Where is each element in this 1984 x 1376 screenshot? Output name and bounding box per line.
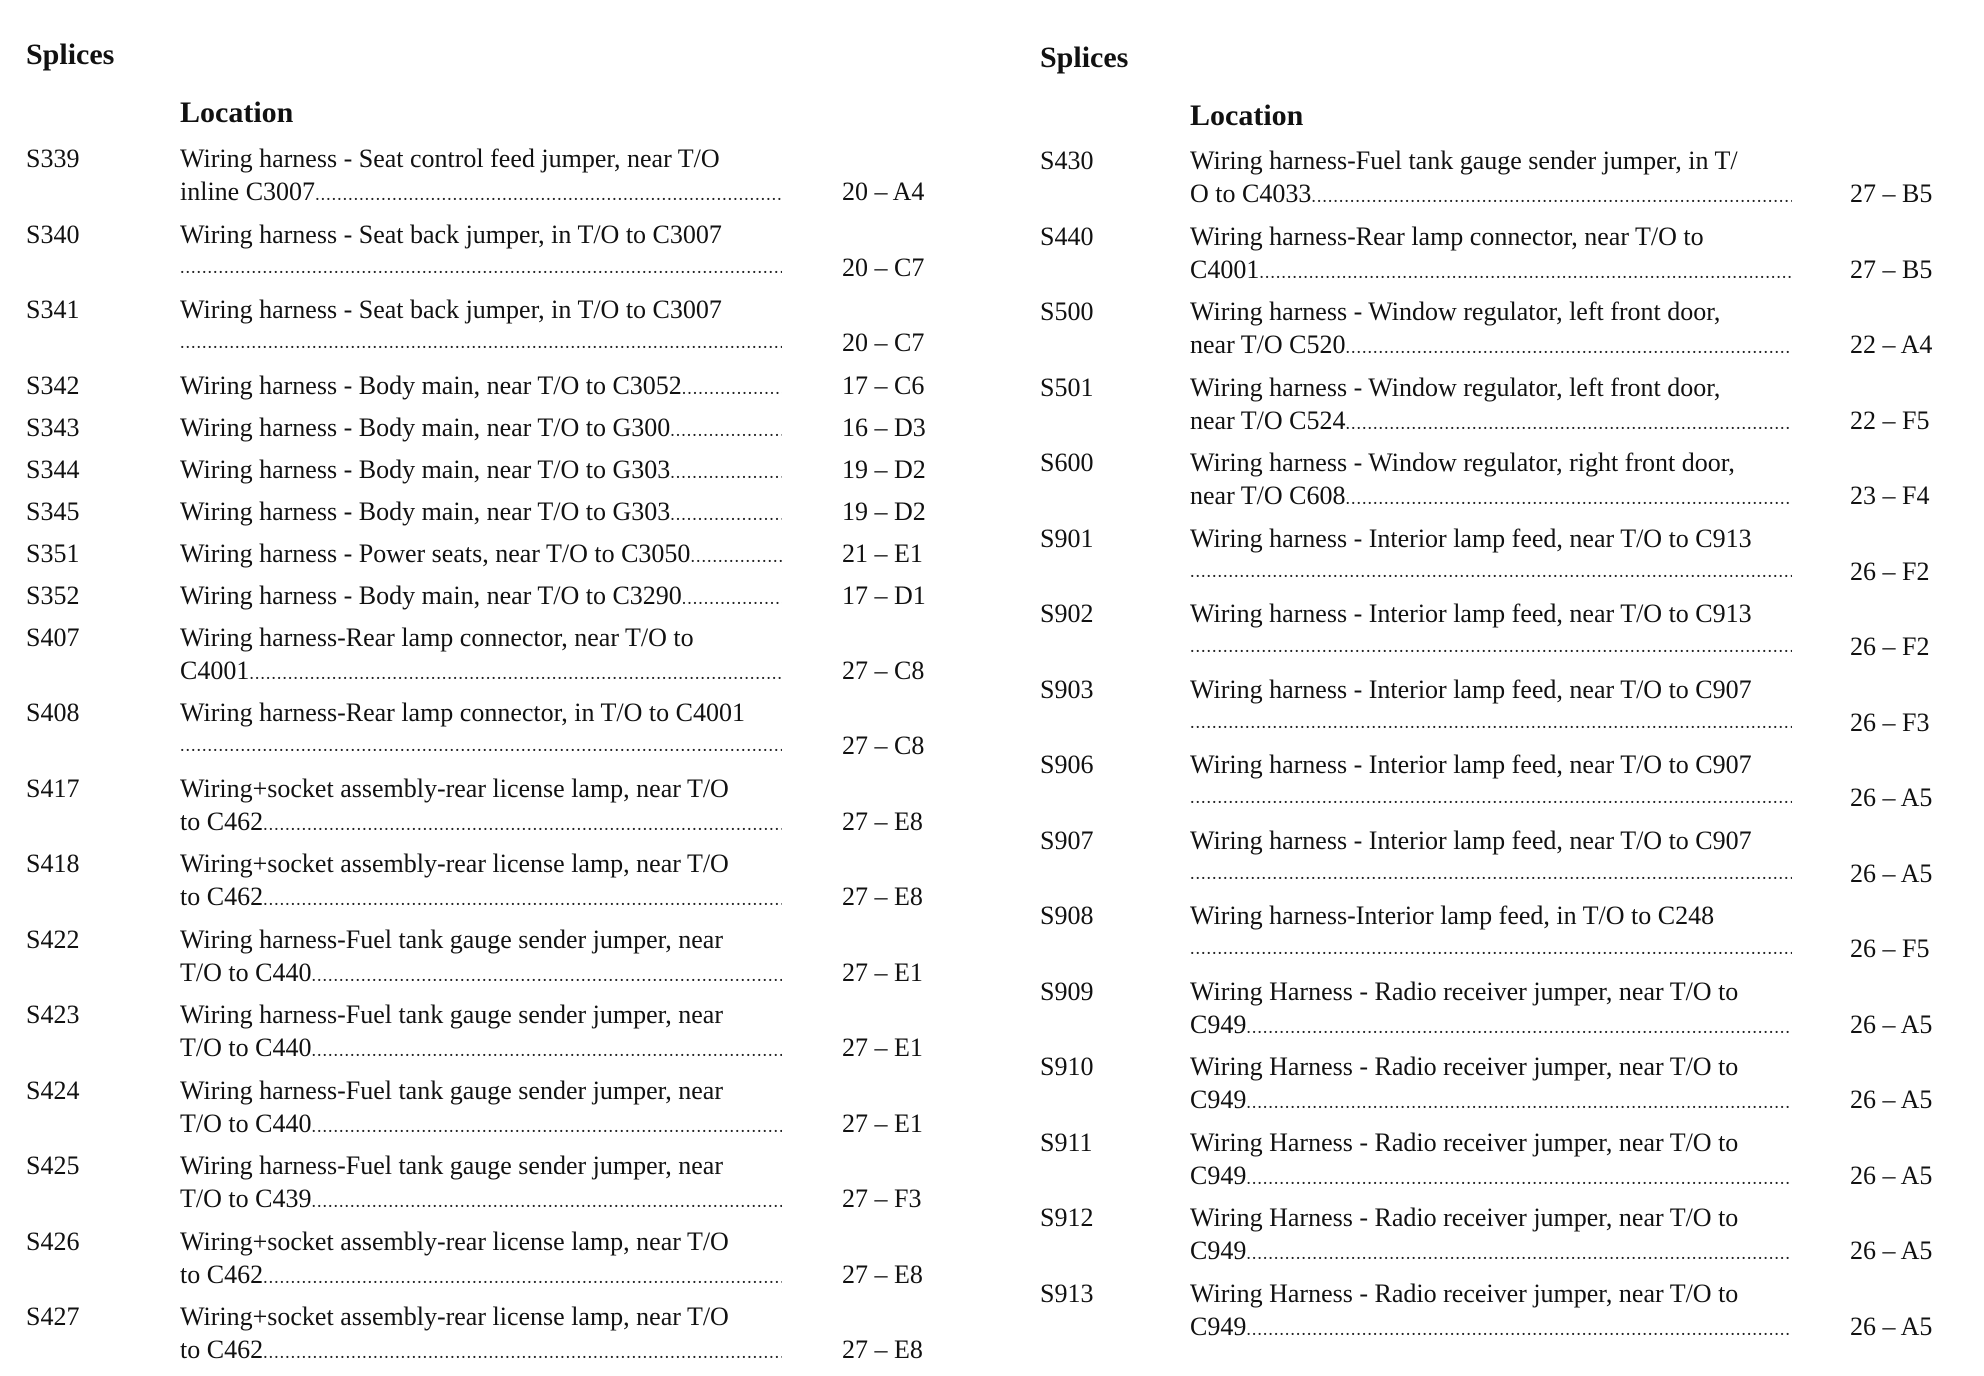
- splice-location: [1190, 220, 1792, 289]
- dot-leader: [1246, 1313, 1792, 1346]
- dot-leader: [1190, 781, 1792, 814]
- dot-leader: [1190, 555, 1792, 588]
- splice-code: S913: [1040, 1278, 1094, 1308]
- dot-leader: [311, 1110, 782, 1143]
- splice-row: [1030, 899, 1984, 973]
- location-line-2: [1190, 479, 1792, 515]
- splice-location: [1190, 144, 1792, 213]
- splice-code: S424: [26, 1075, 80, 1105]
- location-line-1: Wiring harness - Window regulator, left front door,: [1190, 297, 1721, 326]
- location-line-2: [180, 1107, 782, 1143]
- location-line-2-text: Wiring harness - Body main, near T/O to C3052: [180, 370, 682, 400]
- location-line-1: Wiring+socket assembly-rear license lamp, near T/O: [180, 849, 729, 878]
- location-line-2-text: Wiring harness - Body main, near T/O to C3290: [180, 580, 682, 610]
- splice-code: S351: [26, 538, 80, 568]
- location-line-2: [180, 1333, 782, 1369]
- dot-leader: [670, 498, 782, 531]
- splice-row: [0, 293, 990, 367]
- diagram-reference: 27 – E1: [842, 1108, 923, 1138]
- location-line-2: [1190, 253, 1792, 289]
- dot-leader: [1190, 932, 1792, 965]
- splice-location: [180, 411, 782, 447]
- diagram-reference: 27 – B5: [1850, 254, 1933, 284]
- location-line-2-text: C949: [1190, 1009, 1247, 1039]
- splice-location: [1190, 899, 1792, 965]
- splice-location: [1190, 1201, 1792, 1270]
- splice-location: [1190, 824, 1792, 890]
- location-line-2-text: Wiring harness - Power seats, near T/O to C3050: [180, 538, 691, 568]
- splice-row: [1030, 1050, 1984, 1124]
- location-line-2-text: O to C4033: [1190, 179, 1312, 208]
- location-line-2: [180, 537, 782, 573]
- dot-leader: [682, 582, 782, 615]
- splice-code: S352: [26, 580, 80, 610]
- left-column: [0, 0, 990, 1376]
- location-line-2-text: C949: [1190, 1311, 1247, 1341]
- location-line-2: [1190, 404, 1792, 440]
- splice-row: [0, 696, 990, 770]
- location-line-2-text: to C462: [180, 1335, 264, 1364]
- dot-leader: [311, 1034, 782, 1067]
- location-line-2-text: T/O to C439: [180, 1184, 312, 1213]
- splice-row: [1030, 144, 1984, 218]
- location-line-1: Wiring harness-Fuel tank gauge sender jumper, near: [180, 1075, 724, 1105]
- location-line-1: Wiring Harness - Radio receiver jumper, near T/O to: [1190, 976, 1739, 1006]
- location-line-2: [180, 880, 782, 916]
- splice-code: S345: [26, 496, 80, 526]
- location-line-2: [180, 369, 782, 405]
- splice-code: S903: [1040, 674, 1094, 704]
- location-line-1: Wiring harness - Interior lamp feed, near T/O to C913: [1190, 523, 1752, 553]
- splice-location: [180, 579, 782, 615]
- location-line-2: [1190, 1008, 1792, 1044]
- diagram-reference: 27 – E8: [842, 882, 923, 911]
- diagram-reference: 17 – D1: [842, 580, 926, 610]
- splice-location: [1190, 1126, 1792, 1195]
- dot-leader: [670, 456, 782, 489]
- splice-code: S417: [26, 773, 80, 803]
- splice-code: S908: [1040, 901, 1094, 930]
- splice-row: [0, 1149, 990, 1223]
- splice-location: [180, 847, 782, 916]
- diagram-reference: 19 – D2: [842, 496, 926, 526]
- location-line-2: [1190, 706, 1792, 739]
- dot-leader: [1190, 706, 1792, 739]
- splice-code: S340: [26, 219, 80, 249]
- dot-leader: [180, 326, 782, 359]
- location-subheading: Location: [1190, 99, 1304, 132]
- splice-location: [180, 1225, 782, 1294]
- location-line-2-text: Wiring harness - Body main, near T/O to G303: [180, 454, 671, 484]
- location-line-2: [180, 956, 782, 992]
- splice-row: [0, 1300, 990, 1374]
- splice-code: S341: [26, 295, 80, 324]
- diagram-reference: 27 – E8: [842, 1259, 923, 1289]
- location-line-2: [1190, 781, 1792, 814]
- splice-code: S501: [1040, 372, 1094, 402]
- splice-location: [1190, 1050, 1792, 1119]
- location-line-1: Wiring Harness - Radio receiver jumper, near T/O to: [1190, 1052, 1739, 1081]
- splice-code: S339: [26, 144, 80, 173]
- location-line-1: Wiring harness - Window regulator, right front door,: [1190, 448, 1735, 477]
- dot-leader: [682, 372, 782, 405]
- splice-row: [0, 847, 990, 921]
- diagram-reference: 27 – E8: [842, 806, 923, 836]
- dot-leader: [1346, 407, 1793, 440]
- diagram-reference: 22 – F5: [1850, 405, 1930, 435]
- splice-row: [0, 998, 990, 1072]
- dot-leader: [690, 540, 782, 573]
- splice-row: [0, 411, 990, 453]
- splice-code: S425: [26, 1151, 80, 1180]
- location-line-1: Wiring+socket assembly-rear license lamp, near T/O: [180, 1226, 729, 1256]
- dot-leader: [1311, 180, 1792, 213]
- location-line-2: [1190, 630, 1792, 663]
- dot-leader: [1246, 1237, 1792, 1270]
- location-line-2: [1190, 328, 1792, 364]
- dot-leader: [263, 808, 782, 841]
- splice-row: [1030, 1277, 1984, 1351]
- splice-code: S430: [1040, 146, 1094, 175]
- location-line-1: Wiring harness-Fuel tank gauge sender jumper, near: [180, 1000, 724, 1029]
- location-subheading: Location: [180, 96, 294, 129]
- splice-row: [1030, 673, 1984, 747]
- splice-row: [1030, 1126, 1984, 1200]
- splice-row: [1030, 371, 1984, 445]
- section-heading: Splices: [26, 38, 115, 71]
- splice-location: [180, 1074, 782, 1143]
- diagram-reference: 27 – E1: [842, 1033, 923, 1062]
- splice-code: S902: [1040, 599, 1094, 628]
- splice-row: [1030, 446, 1984, 520]
- splice-row: [0, 218, 990, 292]
- location-line-2-text: C4001: [180, 655, 250, 685]
- splice-location: [180, 1149, 782, 1218]
- splice-location: [1190, 673, 1792, 739]
- location-line-1: Wiring+socket assembly-rear license lamp, near T/O: [180, 773, 729, 803]
- location-line-2: [1190, 177, 1792, 213]
- splice-code: S906: [1040, 750, 1094, 779]
- location-line-2: [1190, 1159, 1792, 1195]
- splice-row: [1030, 1201, 1984, 1275]
- dot-leader: [1190, 630, 1792, 663]
- location-line-2: [180, 175, 782, 211]
- location-line-2: [180, 1258, 782, 1294]
- location-line-2: [180, 453, 782, 489]
- diagram-reference: 26 – F3: [1850, 707, 1930, 737]
- dot-leader: [311, 959, 782, 992]
- splice-code: S408: [26, 698, 80, 727]
- dot-leader: [315, 178, 782, 211]
- location-line-2-text: C4001: [1190, 254, 1260, 284]
- splice-row: [0, 537, 990, 579]
- splice-location: [180, 495, 782, 531]
- splice-code: S342: [26, 370, 80, 400]
- splice-row: [0, 579, 990, 621]
- dot-leader: [249, 657, 782, 690]
- splice-location: [180, 621, 782, 690]
- splice-code: S418: [26, 849, 80, 878]
- diagram-reference: 26 – A5: [1850, 858, 1933, 888]
- diagram-reference: 27 – F3: [842, 1184, 922, 1213]
- splice-row: [1030, 748, 1984, 822]
- dot-leader: [180, 729, 782, 762]
- location-line-1: Wiring harness-Fuel tank gauge sender jumper, near: [180, 1151, 724, 1180]
- splice-code: S910: [1040, 1052, 1094, 1081]
- location-line-2-text: to C462: [180, 1259, 264, 1289]
- splice-code: S600: [1040, 448, 1094, 477]
- splice-row: [0, 1074, 990, 1148]
- dot-leader: [263, 883, 782, 916]
- diagram-reference: 26 – F2: [1850, 556, 1930, 586]
- splice-row: [0, 923, 990, 997]
- splice-location: [180, 537, 782, 573]
- location-line-1: Wiring harness - Interior lamp feed, near T/O to C907: [1190, 674, 1752, 704]
- diagram-reference: 27 – B5: [1850, 179, 1933, 208]
- splice-code: S907: [1040, 825, 1094, 855]
- right-column: [1030, 0, 1984, 1376]
- location-line-2: [180, 654, 782, 690]
- diagram-reference: 26 – A5: [1850, 1236, 1933, 1265]
- diagram-reference: 26 – F5: [1850, 934, 1930, 963]
- diagram-reference: 20 – A4: [842, 177, 925, 206]
- splice-code: S440: [1040, 221, 1094, 251]
- location-line-2: [1190, 1310, 1792, 1346]
- splice-row: [0, 772, 990, 846]
- location-line-1: Wiring harness-Rear lamp connector, in T/O to C4001: [180, 698, 745, 727]
- location-line-1: Wiring harness - Seat control feed jumper, near T/O: [180, 144, 720, 173]
- diagram-reference: 26 – A5: [1850, 1085, 1933, 1114]
- splice-code: S427: [26, 1302, 80, 1331]
- splice-row: [1030, 824, 1984, 898]
- location-line-1: Wiring Harness - Radio receiver jumper, near T/O to: [1190, 1203, 1739, 1232]
- dot-leader: [180, 251, 782, 284]
- dot-leader: [263, 1336, 782, 1369]
- location-line-2: [180, 251, 782, 284]
- location-line-2-text: T/O to C440: [180, 1108, 312, 1138]
- splice-location: [1190, 975, 1792, 1044]
- splice-row: [0, 369, 990, 411]
- dot-leader: [1346, 331, 1793, 364]
- diagram-reference: 19 – D2: [842, 454, 926, 484]
- location-line-2-text: C949: [1190, 1085, 1247, 1114]
- diagram-reference: 17 – C6: [842, 370, 925, 400]
- splice-row: [1030, 295, 1984, 369]
- dot-leader: [1246, 1162, 1792, 1195]
- location-line-1: Wiring harness-Rear lamp connector, near T/O to: [1190, 221, 1704, 251]
- location-line-1: Wiring harness-Fuel tank gauge sender jumper, near: [180, 924, 724, 954]
- location-line-2: [1190, 555, 1792, 588]
- dot-leader: [1246, 1086, 1792, 1119]
- location-line-2-text: near T/O C520: [1190, 330, 1346, 359]
- diagram-reference: 26 – A5: [1850, 1160, 1933, 1190]
- diagram-reference: 21 – E1: [842, 538, 923, 568]
- diagram-reference: 26 – A5: [1850, 1311, 1933, 1341]
- location-line-2: [180, 1182, 782, 1218]
- location-line-2: [1190, 932, 1792, 965]
- splice-location: [180, 142, 782, 211]
- location-line-1: Wiring Harness - Radio receiver jumper, near T/O to: [1190, 1127, 1739, 1157]
- diagram-reference: 16 – D3: [842, 412, 926, 442]
- splice-row: [0, 621, 990, 695]
- splice-code: S344: [26, 454, 80, 484]
- dot-leader: [670, 414, 782, 447]
- splice-location: [180, 369, 782, 405]
- dot-leader: [1346, 482, 1793, 515]
- location-line-1: Wiring harness-Fuel tank gauge sender jumper, in T/: [1190, 146, 1738, 175]
- splice-location: [180, 1300, 782, 1369]
- location-line-1: Wiring harness - Seat back jumper, in T/O to C3007: [180, 295, 722, 324]
- diagram-reference: 27 – E8: [842, 1335, 923, 1364]
- splice-location: [180, 998, 782, 1067]
- splice-location: [1190, 446, 1792, 515]
- diagram-reference: 22 – A4: [1850, 330, 1933, 359]
- diagram-reference: 26 – A5: [1850, 1009, 1933, 1039]
- location-line-2: [180, 805, 782, 841]
- splice-row: [0, 1225, 990, 1299]
- location-line-2-text: to C462: [180, 882, 264, 911]
- location-line-2: [180, 411, 782, 447]
- location-line-1: Wiring harness - Interior lamp feed, near T/O to C907: [1190, 750, 1752, 779]
- location-line-1: Wiring harness - Interior lamp feed, near T/O to C913: [1190, 599, 1752, 628]
- splice-code: S911: [1040, 1127, 1093, 1157]
- location-line-2: [1190, 1234, 1792, 1270]
- location-line-2-text: to C462: [180, 806, 264, 836]
- location-line-2-text: near T/O C524: [1190, 405, 1346, 435]
- splice-row: [1030, 220, 1984, 294]
- splice-code: S423: [26, 1000, 80, 1029]
- splice-row: [1030, 597, 1984, 671]
- splice-location: [180, 218, 782, 284]
- dot-leader: [311, 1185, 782, 1218]
- splice-location: [180, 923, 782, 992]
- location-line-2-text: T/O to C440: [180, 1033, 312, 1062]
- location-line-2: [180, 579, 782, 615]
- splice-row: [1030, 522, 1984, 596]
- location-line-2: [180, 1031, 782, 1067]
- splice-code: S343: [26, 412, 80, 442]
- dot-leader: [1246, 1011, 1792, 1044]
- splice-code: S426: [26, 1226, 80, 1256]
- location-line-2-text: inline C3007: [180, 177, 316, 206]
- location-line-1: Wiring harness-Rear lamp connector, near T/O to: [180, 622, 694, 652]
- location-line-2: [1190, 1083, 1792, 1119]
- location-line-2-text: T/O to C440: [180, 957, 312, 987]
- splice-code: S909: [1040, 976, 1094, 1006]
- splice-location: [1190, 371, 1792, 440]
- location-line-2-text: C949: [1190, 1236, 1247, 1265]
- splice-row: [0, 453, 990, 495]
- location-line-2: [180, 729, 782, 762]
- location-line-1: Wiring+socket assembly-rear license lamp, near T/O: [180, 1302, 729, 1331]
- diagram-reference: 20 – C7: [842, 252, 925, 282]
- splice-location: [1190, 597, 1792, 663]
- diagram-reference: 27 – E1: [842, 957, 923, 987]
- splice-code: S422: [26, 924, 80, 954]
- splice-location: [1190, 295, 1792, 364]
- dot-leader: [263, 1261, 782, 1294]
- location-line-1: Wiring harness - Seat back jumper, in T/O to C3007: [180, 219, 722, 249]
- location-line-2-text: Wiring harness - Body main, near T/O to G303: [180, 496, 671, 526]
- diagram-reference: 27 – C8: [842, 655, 925, 685]
- splice-code: S912: [1040, 1203, 1094, 1232]
- location-line-1: Wiring harness - Interior lamp feed, near T/O to C907: [1190, 825, 1752, 855]
- splice-row: [1030, 975, 1984, 1049]
- location-line-2-text: C949: [1190, 1160, 1247, 1190]
- diagram-reference: 26 – A5: [1850, 783, 1933, 812]
- splice-row: [0, 142, 990, 216]
- splice-code: S500: [1040, 297, 1094, 326]
- splice-location: [180, 293, 782, 359]
- location-line-1: Wiring harness - Window regulator, left front door,: [1190, 372, 1721, 402]
- splice-location: [1190, 748, 1792, 814]
- splice-location: [1190, 1277, 1792, 1346]
- splice-location: [180, 696, 782, 762]
- section-heading: Splices: [1040, 41, 1129, 74]
- location-line-1: Wiring Harness - Radio receiver jumper, near T/O to: [1190, 1278, 1739, 1308]
- splice-code: S407: [26, 622, 80, 652]
- dot-leader: [1190, 857, 1792, 890]
- location-line-2: [180, 326, 782, 359]
- location-line-2-text: near T/O C608: [1190, 481, 1346, 510]
- splice-location: [180, 453, 782, 489]
- location-line-2: [1190, 857, 1792, 890]
- dot-leader: [1259, 256, 1792, 289]
- diagram-reference: 27 – C8: [842, 731, 925, 760]
- location-line-1: Wiring harness-Interior lamp feed, in T/O to C248: [1190, 901, 1715, 930]
- diagram-reference: 26 – F2: [1850, 632, 1930, 661]
- splice-location: [1190, 522, 1792, 588]
- diagram-reference: 23 – F4: [1850, 481, 1930, 510]
- location-line-2: [180, 495, 782, 531]
- splice-code: S901: [1040, 523, 1094, 553]
- diagram-reference: 20 – C7: [842, 328, 925, 357]
- splice-location: [180, 772, 782, 841]
- location-line-2-text: Wiring harness - Body main, near T/O to G300: [180, 412, 671, 442]
- splice-row: [0, 495, 990, 537]
